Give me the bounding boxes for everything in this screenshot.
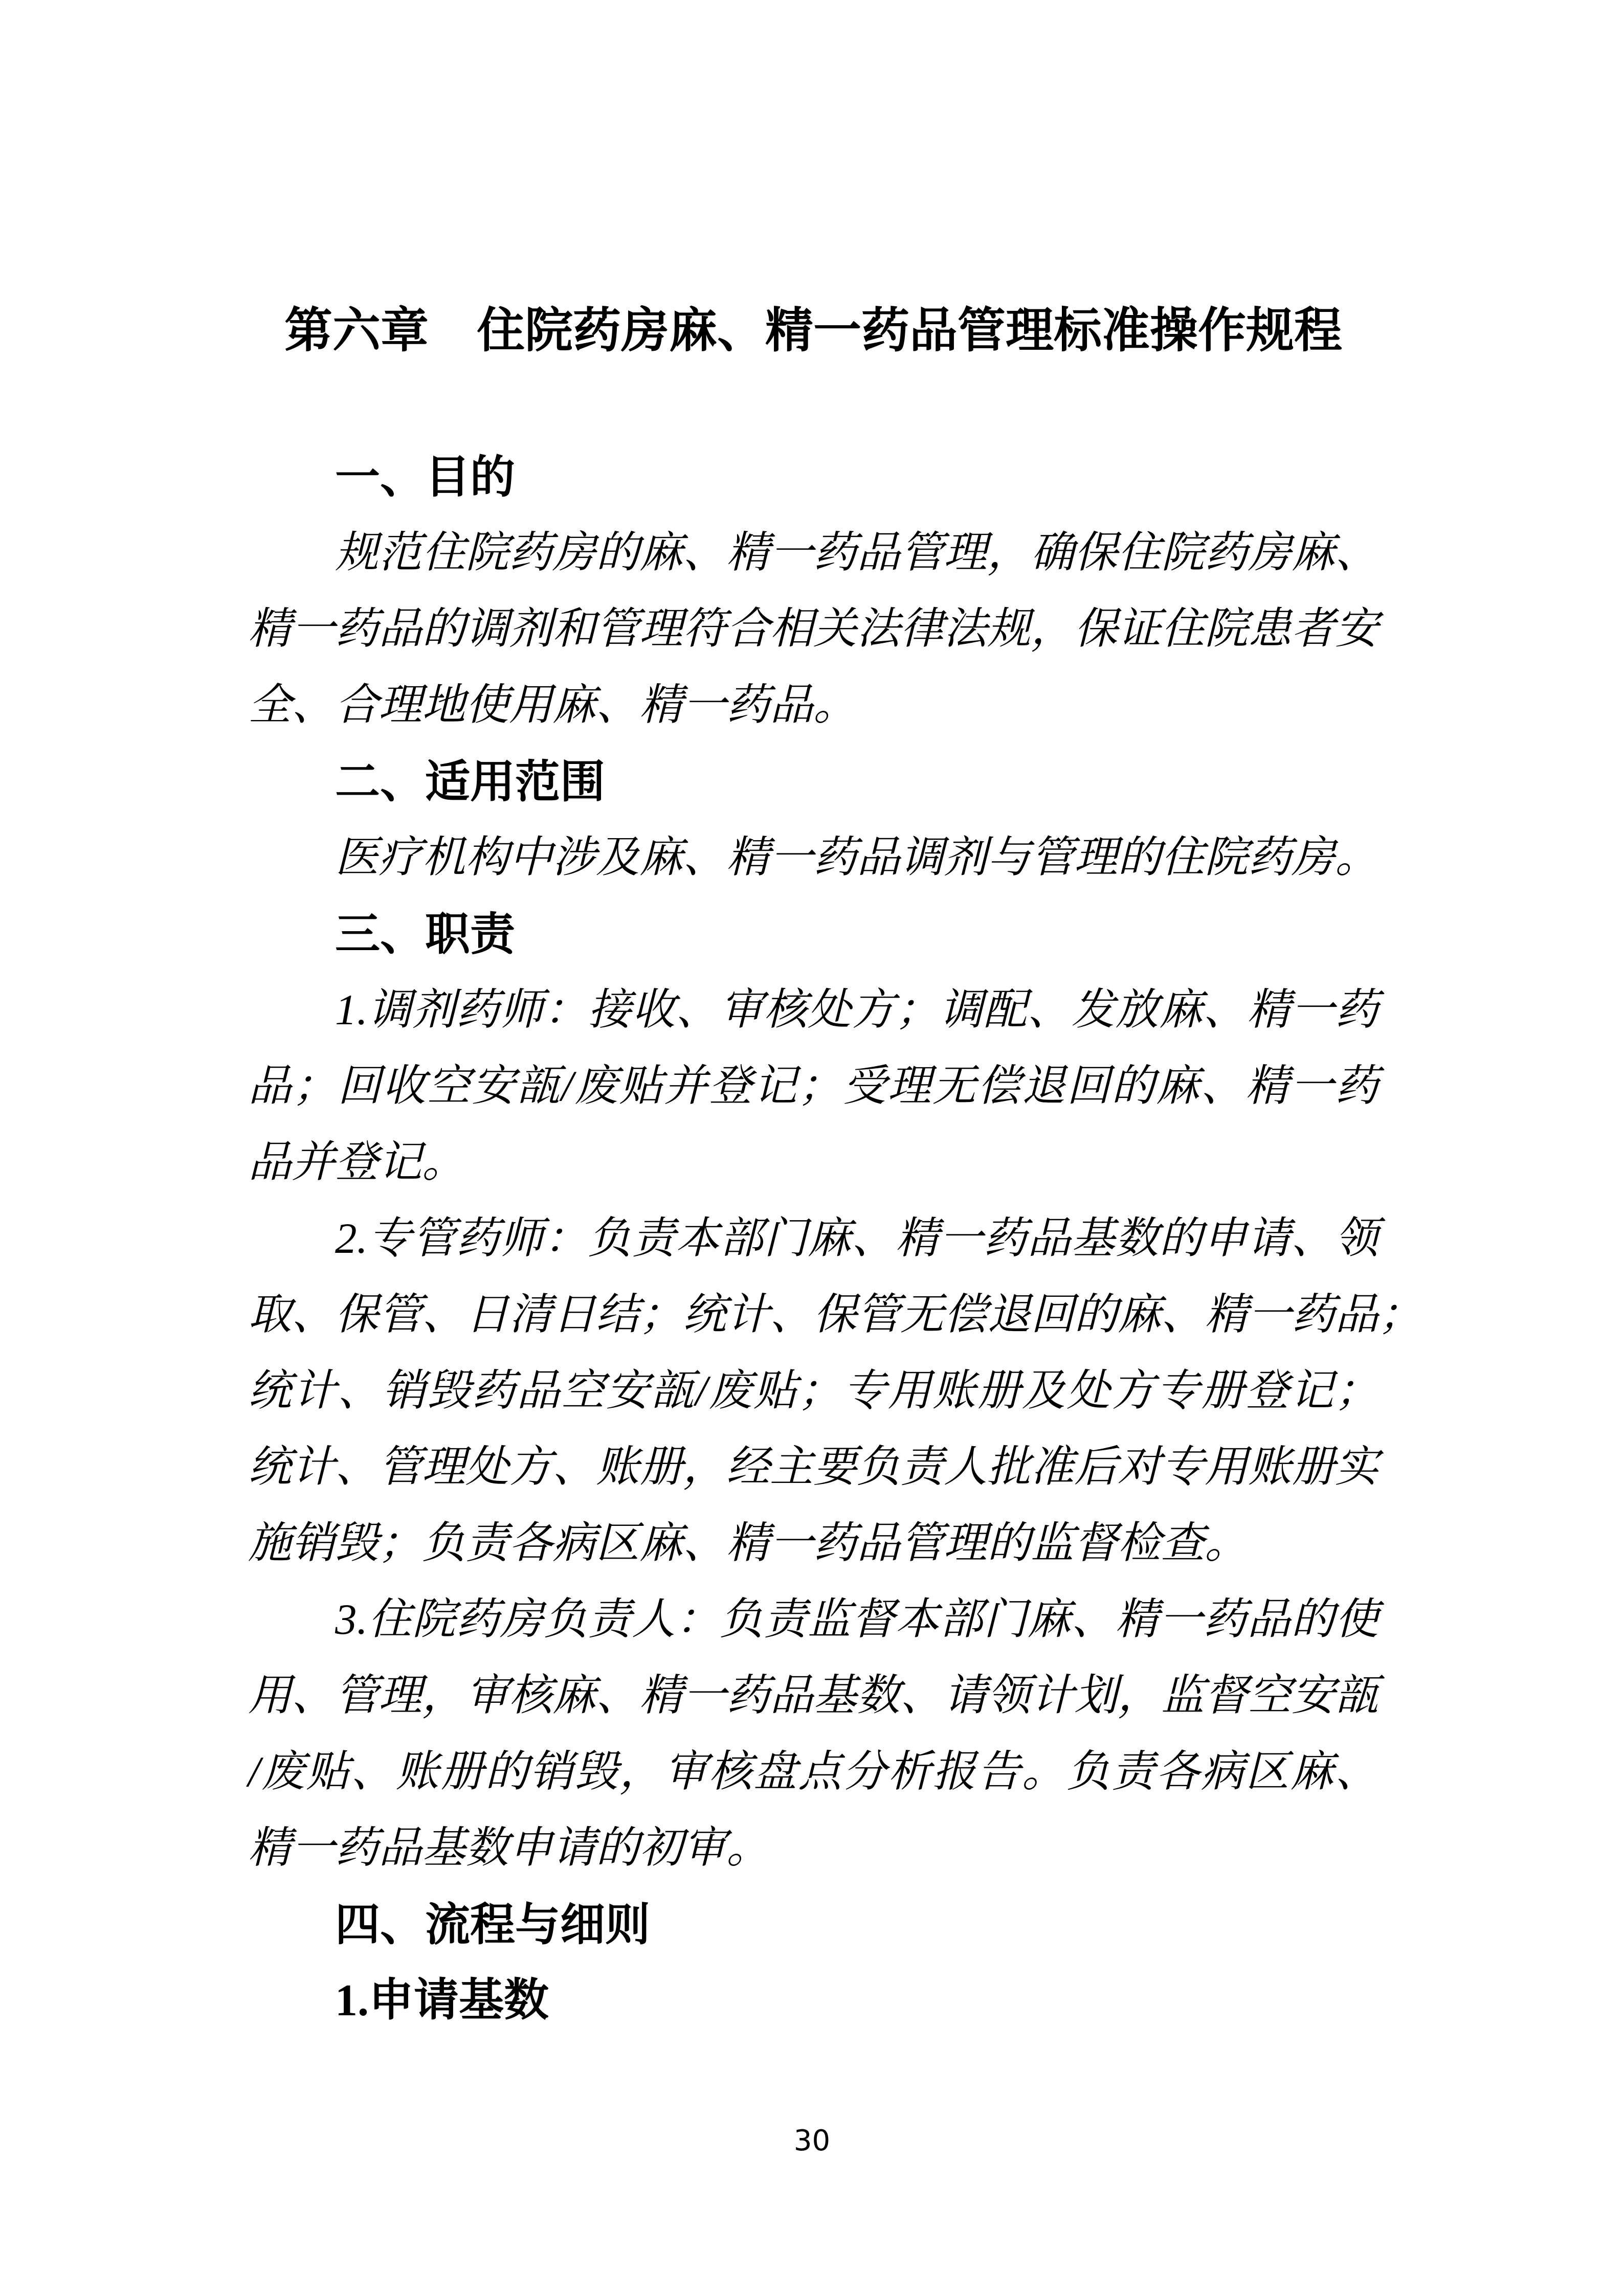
duty2-paragraph-line: 统计、销毁药品空安瓿/废贴；专用账册及处方专册登记； <box>248 1367 1378 1415</box>
chapter-title: 第六章 住院药房麻、精一药品管理标准操作规程 <box>284 303 1342 357</box>
duty3-paragraph-line: 精一药品基数申请的初审。 <box>248 1824 770 1872</box>
heading-duties: 三、职责 <box>335 909 516 959</box>
duty3-paragraph-line: /废贴、账册的销毁，审核盘点分析报告。负责各病区麻、 <box>248 1748 1378 1796</box>
duty1-paragraph-line: 品；回收空安瓿/废贴并登记；受理无偿退回的麻、精一药 <box>248 1062 1378 1110</box>
page-number: 30 <box>793 2124 831 2157</box>
duty3-paragraph-line: 3.住院药房负责人：负责监督本部门麻、精一药品的使 <box>335 1595 1378 1644</box>
process-item-1: 1.申请基数 <box>335 1976 549 2025</box>
duty1-paragraph-line: 1.调剂药师：接收、审核处方；调配、发放麻、精一药 <box>335 986 1378 1034</box>
duty2-paragraph-line: 取、保管、日清日结；统计、保管无偿退回的麻、精一药品； <box>248 1291 1422 1339</box>
heading-process: 四、流程与细则 <box>335 1899 651 1950</box>
duty1-paragraph-line: 品并登记。 <box>248 1138 466 1186</box>
duty2-paragraph-line: 2.专管药师：负责本部门麻、精一药品基数的申请、领 <box>335 1214 1378 1263</box>
duty2-paragraph-line: 施销毁；负责各病区麻、精一药品管理的监督检查。 <box>248 1519 1249 1567</box>
purpose-paragraph-line: 全、合理地使用麻、精一药品。 <box>248 681 857 729</box>
purpose-paragraph-line: 精一药品的调剂和管理符合相关法律法规，保证住院患者安 <box>248 605 1379 653</box>
heading-scope: 二、适用范围 <box>335 756 606 807</box>
scope-paragraph-line: 医疗机构中涉及麻、精一药品调剂与管理的住院药房。 <box>335 834 1379 882</box>
purpose-paragraph-line: 规范住院药房的麻、精一药品管理，确保住院药房麻、 <box>335 529 1379 577</box>
duty2-paragraph-line: 统计、管理处方、账册，经主要负责人批准后对专用账册实 <box>248 1443 1379 1491</box>
blank-line <box>248 371 1378 439</box>
document-content <box>248 289 1422 2039</box>
heading-purpose: 一、目的 <box>335 452 516 502</box>
duty3-paragraph-line: 用、管理，审核麻、精一药品基数、请领计划，监督空安瓿 <box>248 1672 1379 1720</box>
